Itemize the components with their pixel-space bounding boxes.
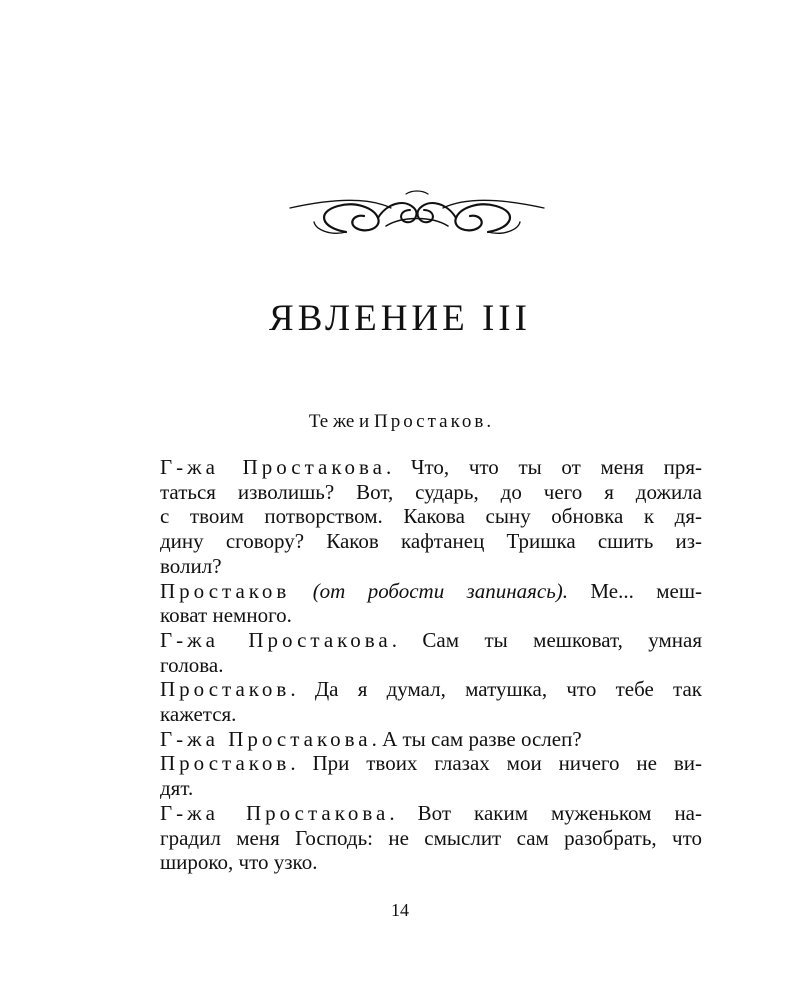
text-line: Простаков. При твоих глазах мои ничего не ви-: [160, 751, 702, 776]
dialogue-paragraph: [130, 677, 702, 726]
speaker-name: Г-жа Простакова: [160, 627, 392, 652]
text-line: Г-жа Простакова. А ты сам разве ослеп?: [160, 726, 582, 751]
scene-title: ЯВЛЕНИЕ III: [269, 298, 531, 339]
text-line: Простаков. Да я думал, матушка, что тебе так: [160, 677, 702, 702]
dialogue-text: [130, 455, 702, 875]
text-line: волил?: [160, 553, 222, 578]
text-line: градил меня Господь: не смыслит сам разобрать, что: [160, 825, 702, 850]
text-line: Г-жа Простакова. Вот каким муженьком на-: [160, 800, 702, 825]
speaker-name: Г-жа Простакова: [160, 455, 386, 479]
dialogue-paragraph: [130, 628, 702, 677]
text-line: Простаков (от робости запинаясь). Ме... меш-: [160, 578, 702, 603]
speaker-name: Г-жа Простакова: [160, 726, 372, 751]
text-line: таться изволишь? Вот, сударь, до чего я дожила: [160, 479, 702, 504]
text-line: голова.: [160, 652, 224, 677]
dialogue-paragraph: [130, 579, 702, 628]
stage-direction-prefix: Те же и: [308, 411, 374, 432]
speaker-name: Г-жа Простакова: [160, 800, 390, 825]
page-number: 14: [391, 900, 409, 920]
stage-direction-suffix: .: [486, 411, 492, 432]
speaker-name: Простаков: [160, 751, 291, 776]
dialogue-paragraph: [130, 455, 702, 579]
text-line: дят.: [160, 776, 194, 801]
text-line: дину сговору? Каков кафтанец Тришка сшить из-: [160, 529, 702, 554]
speaker-name: Простаков: [160, 578, 291, 603]
text-line: Г-жа Простакова. Что, что ты от меня пря-: [160, 455, 702, 479]
stage-remark: (от робости запинаясь).: [312, 578, 569, 603]
text-line: с твоим потворством. Какова сыну обновка к дя-: [160, 504, 702, 529]
dialogue-paragraph: [130, 751, 702, 800]
text-line: широко, что узко.: [160, 850, 318, 875]
stage-direction-name: Простаков: [373, 411, 487, 432]
text-line: Г-жа Простакова. Сам ты мешковат, умная: [160, 627, 702, 652]
dialogue-paragraph: [130, 727, 702, 752]
text-line: кажется.: [160, 702, 237, 727]
text-line: коват немного.: [160, 603, 292, 628]
stage-direction: [0, 409, 800, 435]
flourish-ornament-icon: [286, 186, 548, 240]
speaker-name: Простаков: [160, 677, 291, 702]
dialogue-paragraph: [130, 801, 702, 875]
